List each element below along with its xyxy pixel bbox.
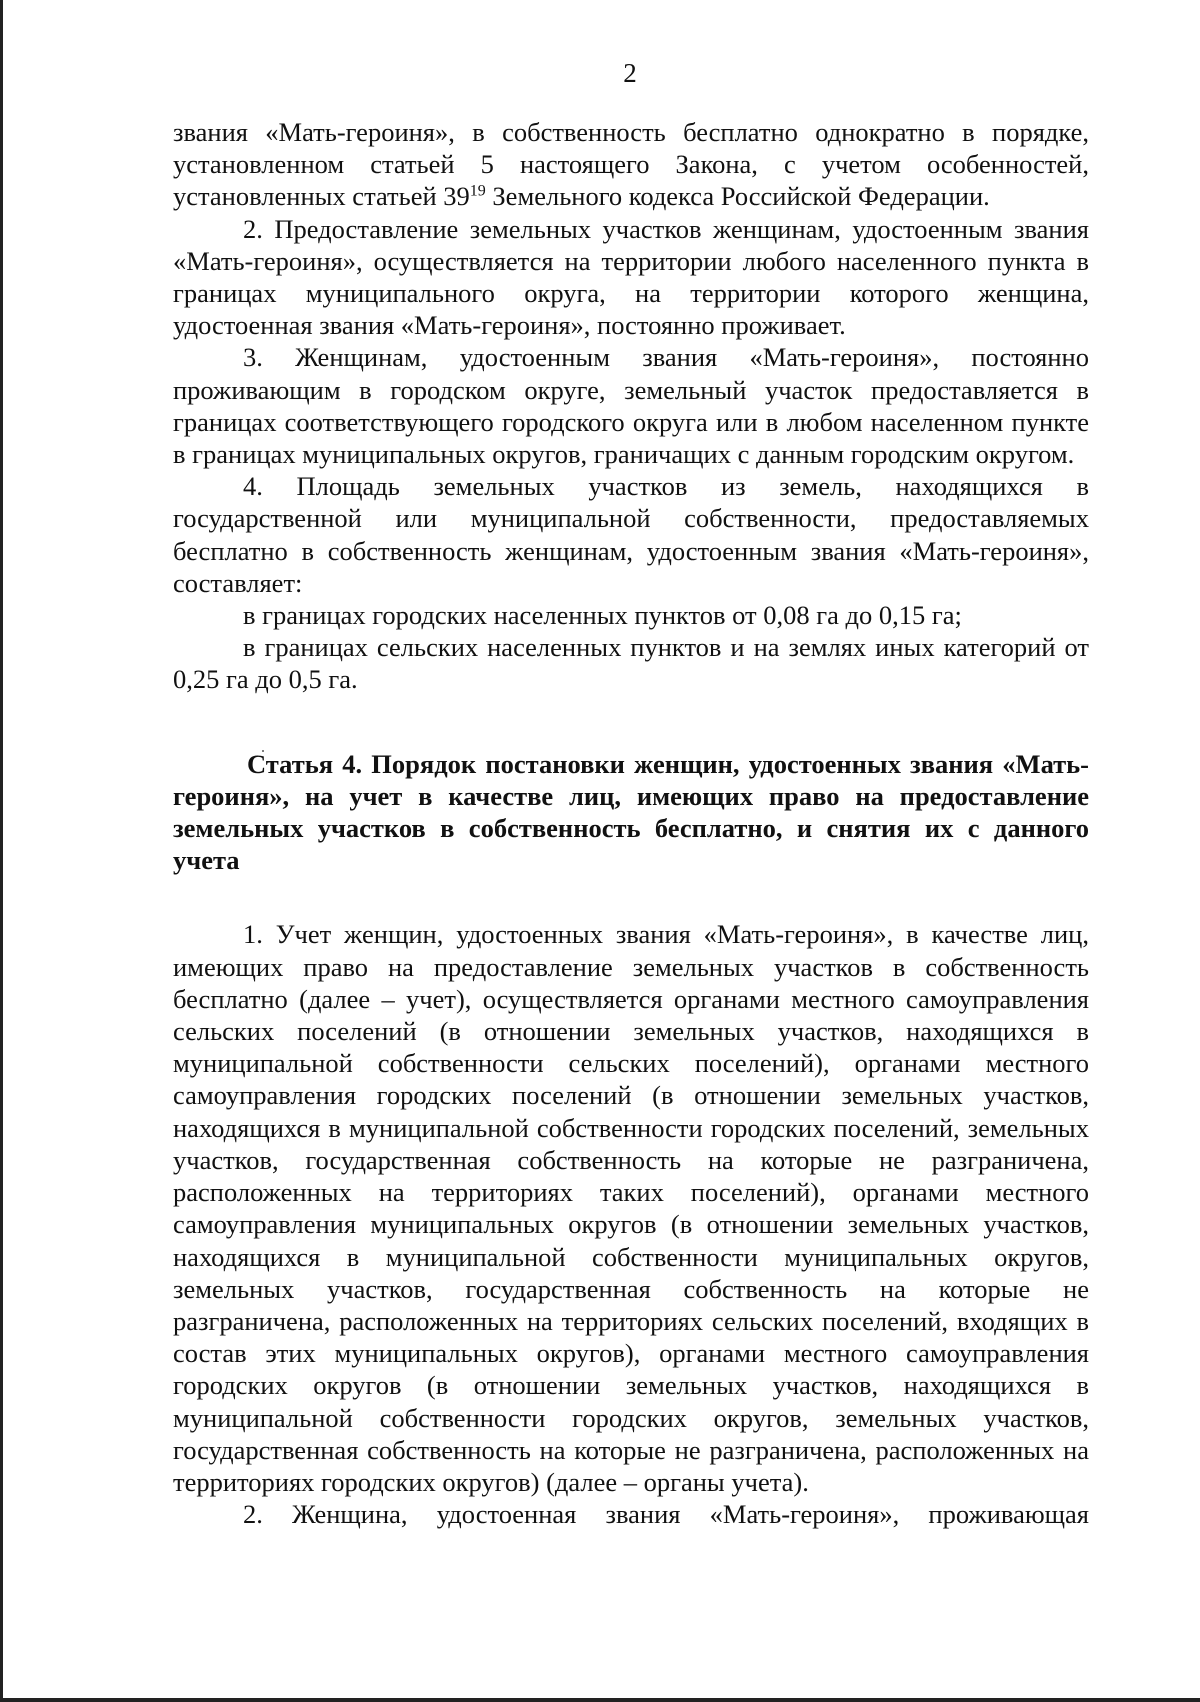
scan-edge-left xyxy=(0,0,3,1702)
page-number: 2 xyxy=(623,58,637,88)
paragraph-area-rural: в границах сельских населенных пунктов и на землях иных категорий от 0,25 га до 0,5 га. xyxy=(173,632,1089,695)
paragraph-item-4: 4. Площадь земельных участков из земель, находящихся в государственной или муниципальной собственности, предоставляемых бесплатно в собственность женщинам, удостоенным звания «Мать-героиня», составляет: xyxy=(173,471,1089,598)
article-title: Статья 4. Порядок постановки женщин, удостоенных звания «Мать-героиня», на учет в качестве лиц, имеющих право на предоставление земельных участков в собственность бесплатно, и снятия их с данного учета xyxy=(173,748,1089,876)
spacer xyxy=(173,696,1089,748)
paragraph-text: звания «Мать-героиня», в собственность бесплатно однократно в порядке, установленном статьей 5 настоящего Закона, с учетом особенностей, установленных статьей 39 xyxy=(173,117,1089,212)
paragraph-area-urban: в границах городских населенных пунктов от 0,08 га до 0,15 га; xyxy=(243,600,962,631)
article-paragraph-2: 2. Женщина, удостоенная звания «Мать-героиня», проживающая xyxy=(243,1499,1089,1530)
paragraph-continuation xyxy=(173,116,1089,213)
spacer xyxy=(173,876,1089,918)
paragraph-text: Земельного кодекса Российской Федерации. xyxy=(485,181,990,212)
document-body xyxy=(173,116,1089,1530)
article-paragraph-1: 1. Учет женщин, удостоенных звания «Мать-героиня», в качестве лиц, имеющих право на предоставление земельных участков в собственность бесплатно (далее – учет), осуществляется органами местного самоуправления сельских поселений (в отношении земельных участков, находящихся в муниципальной собственности сельских поселений), органами местного самоуправления городских поселений (в отношении земельных участков, находящихся в муниципальной собственности городских поселений, земельных участков, государственная собственность на которые не разграничена, расположенных на территориях таких поселений), органами местного самоуправления муниципальных округов (в отношении земельных участков, находящихся в муниципальной собственности муниципальных округов, земельных участков, государственная собственность на которые не разграничена, расположенных на территориях сельских поселений, входящих в состав этих муниципальных округов), органами местного самоуправления городских округов (в отношении земельных участков, находящихся в муниципальной собственности городских округов, земельных участков, государственная собственность на которые не разграничена, расположенных на территориях городских округов) (далее – органы учета). xyxy=(173,919,1089,1497)
paragraph-item-3: 3. Женщинам, удостоенным звания «Мать-героиня», постоянно проживающим в городском округе, земельный участок предоставляется в границах соответствующего городского округа или в любом населенном пункте в границах муниципальных округов, граничащих с данным городским округом. xyxy=(173,342,1089,470)
scan-edge-bottom xyxy=(0,1698,1200,1702)
superscript: 19 xyxy=(469,182,486,200)
paragraph-item-2: 2. Предоставление земельных участков женщинам, удостоенным звания «Мать-героиня», осуществляется на территории любого населенного пункта в границах муниципального округа, на территории которого женщина, удостоенная звания «Мать-героиня», постоянно проживает. xyxy=(173,213,1089,341)
article-heading xyxy=(173,748,1089,877)
